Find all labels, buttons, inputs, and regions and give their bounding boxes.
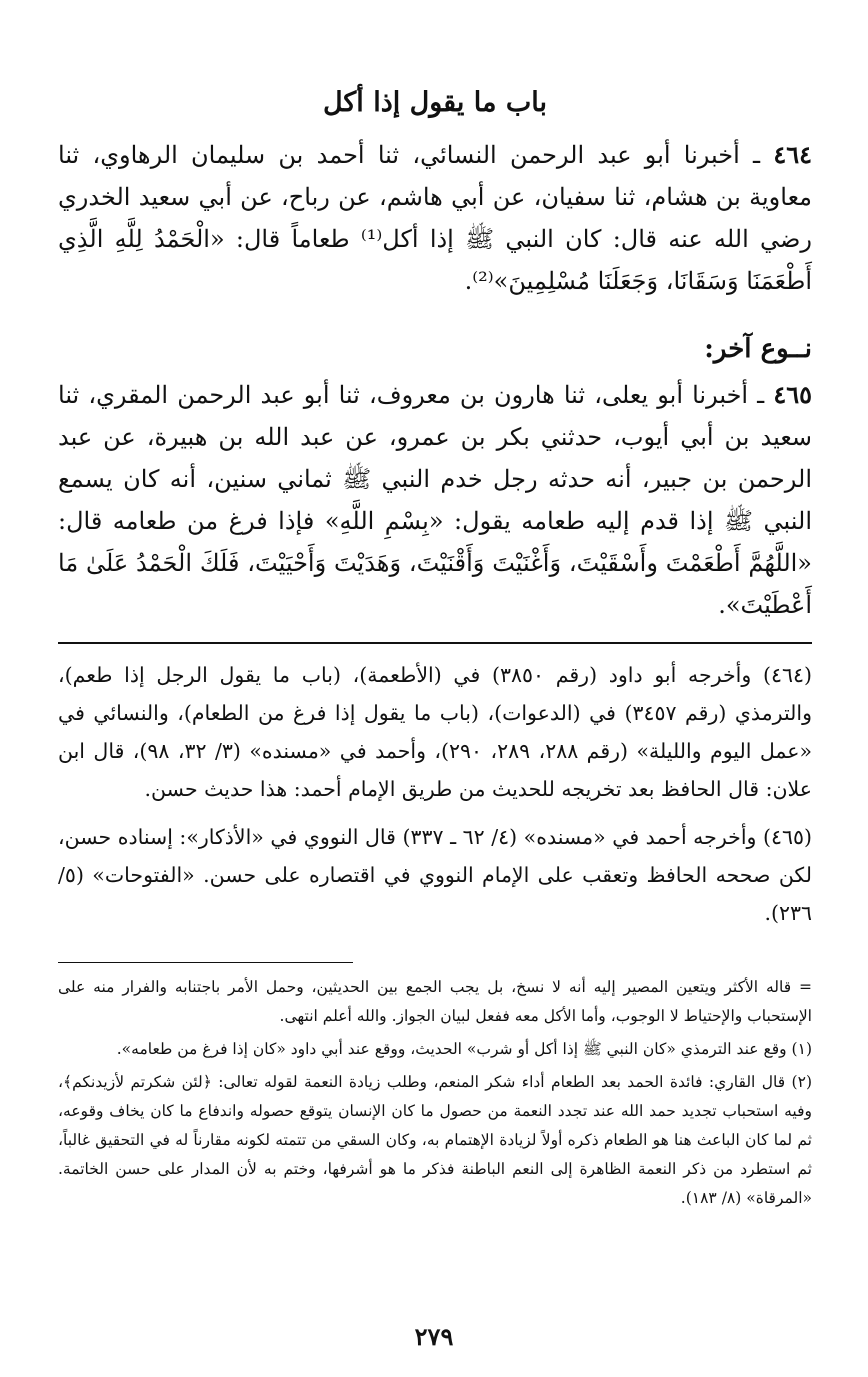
footnote-continuation: = قاله الأكثر ويتعين المصير إليه أنه لا نسخ، بل يجب الجمع بين الحديثين، وحمل الأمر باجتنابه والفرار منه على الإستحباب والإحتياط لا الوجوب، وأما الأكل معه ففعل لبيان الجواز. والله أعلم انتهى. <box>58 978 812 1025</box>
main-text <box>58 134 812 626</box>
section-heading: نــوع آخر: <box>704 334 812 364</box>
hadith-text: ـ أخبرنا أبو يعلى، ثنا هارون بن معروف، ثنا أبو عبد الرحمن المقري، ثنا سعيد بن أبي أيوب، حدثني بكر بن عمرو، عن عبد الله بن هبيرة، عن عبد الرحمن بن جبير، أنه حدثه رجل خدم النبي ﷺ ثماني سنين، أنه كان يسمع النبي ﷺ إذا قدم إليه طعامه يقول: «بِسْمِ اللَّهِ» فإذا فرغ من طعامه قال: «اللَّهُمَّ أَطْعَمْتَ وأَسْقَيْتَ، وَأَغْنَيْتَ وَأَقْنَيْتَ، وَهَدَيْتَ وَأَحْيَيْتَ، فَلَكَ الْحَمْدُ عَلَىٰ مَا أَعْطَيْتَ». <box>58 381 813 619</box>
takhrij-464: (٤٦٤) وأخرجه أبو داود (رقم ٣٨٥٠) في (الأطعمة)، (باب ما يقول الرجل إذا طعم)، والترمذي (رقم ٣٤٥٧) في (الدعوات)، (باب ما يقول إذا فرغ من الطعام)، والنسائي في «عمل اليوم والليلة» (رقم ٢٨٨، ٢٨٩، ٢٩٠)، وأحمد في «مسنده» (٣/ ٣٢، ٩٨)، قال ابن علان: قال الحافظ بعد تخريجه للحديث من طريق الإمام أحمد: هذا حديث حسن. <box>58 663 813 801</box>
chapter-title: باب ما يقول إذا أكل <box>322 87 547 118</box>
hadith-text: ـ أخبرنا أبو عبد الرحمن النسائي، ثنا أحمد بن سليمان الرهاوي، ثنا معاوية بن هشام، ثنا سفيان، عن أبي هاشم، عن رباح، عن أبي سعيد الخدري رضي الله عنه قال: كان النبي ﷺ إذا أكل⁽¹⁾ طعاماً قال: «الْحَمْدُ لِلَّهِ الَّذِي أَطْعَمَنَا وَسَقَانَا، وَجَعَلَنَا مُسْلِمِينَ»⁽²⁾. <box>58 141 813 295</box>
takhrij-465: (٤٦٥) وأخرجه أحمد في «مسنده» (٤/ ٦٢ ـ ٣٣٧) قال النووي في «الأذكار»: إسناده حسن، لكن صححه الحافظ وتعقب على الإمام النووي في اقتصاره على حسن. «الفتوحات» (٥/ ٢٣٦). <box>58 825 812 925</box>
hadith-number: ٤٦٥ <box>773 380 812 409</box>
footnote-1: (١) وقع عند الترمذي «كان النبي ﷺ إذا أكل أو شرب» الحديث، ووقع عند أبي داود «كان إذا فرغ من طعامه». <box>116 1040 812 1058</box>
footnotes <box>58 973 812 1213</box>
takhrij-notes <box>58 656 812 932</box>
footnote-separator <box>58 962 353 963</box>
footnote-2: (٢) قال القاري: فائدة الحمد بعد الطعام أداء شكر المنعم، وطلب زيادة النعمة لقوله تعالى: ﴿لئن شكرتم لأزيدنكم﴾، وفيه استحباب تجديد حمد الله عند تجدد النعمة من حصول ما كان الإنسان يتوقع حصوله واندفاع ما كان يخاف وقوعه، ثم لما كان الباعث هنا هو الطعام ذكره أولاً لزيادة الإهتمام به، وكان السقي من تتمته لكونه مقارناً له في التحقيق غالباً، ثم استطرد من ذكر النعمة الظاهرة إلى النعم الباطنة فذكر ما هو أشرفها، وختم به لأن المدار على حسن الخاتمة. «المرقاة» (٨/ ١٨٣). <box>58 1073 812 1207</box>
hadith-number: ٤٦٤ <box>773 140 812 169</box>
page-number: ٢٧٩ <box>414 1322 454 1351</box>
document-page <box>58 80 812 1217</box>
hadith-465 <box>58 374 812 626</box>
hadith-464 <box>58 134 812 302</box>
main-separator <box>58 642 812 644</box>
